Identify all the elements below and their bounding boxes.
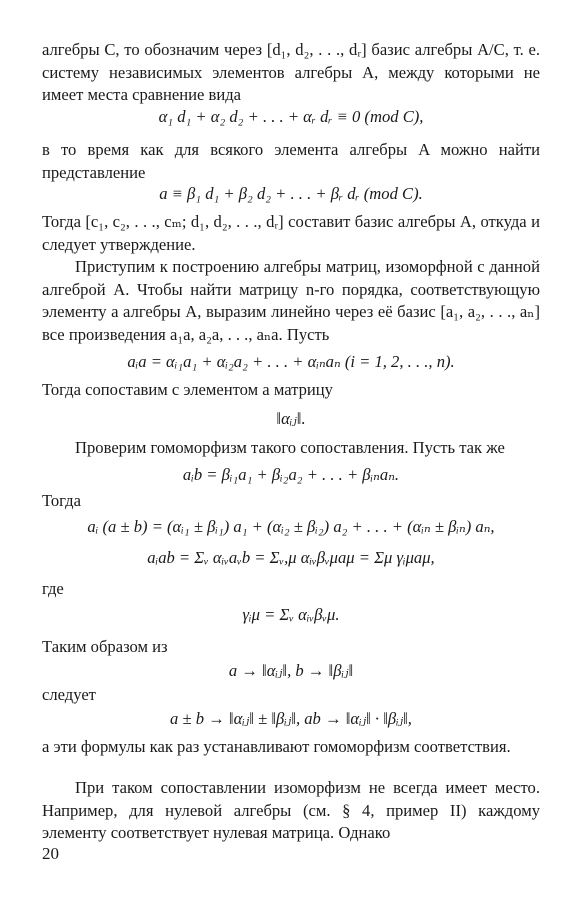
equation-representation: a ≡ β₁ d₁ + β₂ d₂ + . . . + βᵣ dᵣ (mod C). xyxy=(159,184,423,203)
paragraph-then: Тогда xyxy=(42,491,81,510)
paragraph-matrix-construction: Приступим к построению алгебры матриц, изоморфной с данной алгеброй A. Чтобы найти матрицу n-го порядка, соответствующую элементу a алгебры A, выразим линейно через её базис [a₁, a₂, . . ., aₙ] все произведения a₁a, a₂a, . . ., aₙa. Пусть xyxy=(42,257,540,344)
paragraph-where: где xyxy=(42,579,64,598)
equation-sum-difference: aᵢ (a ± b) = (αᵢ₁ ± βᵢ₁) a₁ + (αᵢ₂ ± βᵢ₂) a₂ + . . . + (αᵢₙ ± βᵢₙ) aₙ, xyxy=(87,517,495,536)
paragraph-follows: следует xyxy=(42,685,96,704)
paragraph-assign-matrix: Тогда сопоставим с элементом a матрицу xyxy=(42,380,333,399)
equation-ai-a-expansion: aᵢa = αᵢ₁a₁ + αᵢ₂a₂ + . . . + αᵢₙaₙ (i = 1, 2, . . ., n). xyxy=(127,352,455,371)
equation-gamma-definition: γᵢμ = Σᵥ αᵢᵥβᵥμ. xyxy=(242,605,340,624)
paragraph-thus-from: Таким образом из xyxy=(42,637,168,656)
paragraph-isomorphism-note: При таком сопоставлении изоморфизм не всегда имеет место. Например, для нулевой алгебры (см. § 4, пример II) каждому элементу соответствует нулевая матрица. Однако xyxy=(42,778,540,843)
equation-product: aᵢab = Σᵥ αᵢᵥaᵥb = Σᵥ,μ αᵢᵥβᵥμaμ = Σμ γᵢμaμ, xyxy=(147,548,435,567)
equation-mapping-operations: a ± b → ‖αᵢⱼ‖ ± ‖βᵢⱼ‖, ab → ‖αᵢⱼ‖ · ‖βᵢⱼ‖, xyxy=(170,709,412,728)
equation-independence: α₁ d₁ + α₂ d₂ + . . . + αᵣ dᵣ ≡ 0 (mod C), xyxy=(158,107,424,126)
equation-matrix-alpha: ‖αᵢⱼ‖. xyxy=(276,409,306,428)
page-number: 20 xyxy=(42,844,59,863)
paragraph-basis-definition: алгебры C, то обозначим через [d₁, d₂, . . ., dᵣ] базис алгебры A/C, т. е. систему независимых элементов алгебры A, между которыми не имеет места сравнение вида xyxy=(42,40,540,105)
paragraph-representation: в то время как для всякого элемента алгебры A можно найти представление xyxy=(42,140,540,182)
equation-mapping: a → ‖αᵢⱼ‖, b → ‖βᵢⱼ‖ xyxy=(228,661,354,680)
equation-ai-b-expansion: aᵢb = βᵢ₁a₁ + βᵢ₂a₂ + . . . + βᵢₙaₙ. xyxy=(182,465,400,484)
paragraph-homomorphism-established: а эти формулы как раз устанавливают гомоморфизм соответствия. xyxy=(42,737,511,756)
paragraph-check-homomorphism: Проверим гомоморфизм такого сопоставления. Пусть так же xyxy=(75,438,505,457)
paragraph-basis-conclusion: Тогда [c₁, c₂, . . ., cₘ; d₁, d₂, . . ., dᵣ] составит базис алгебры A, откуда и следует утверждение. xyxy=(42,212,540,254)
